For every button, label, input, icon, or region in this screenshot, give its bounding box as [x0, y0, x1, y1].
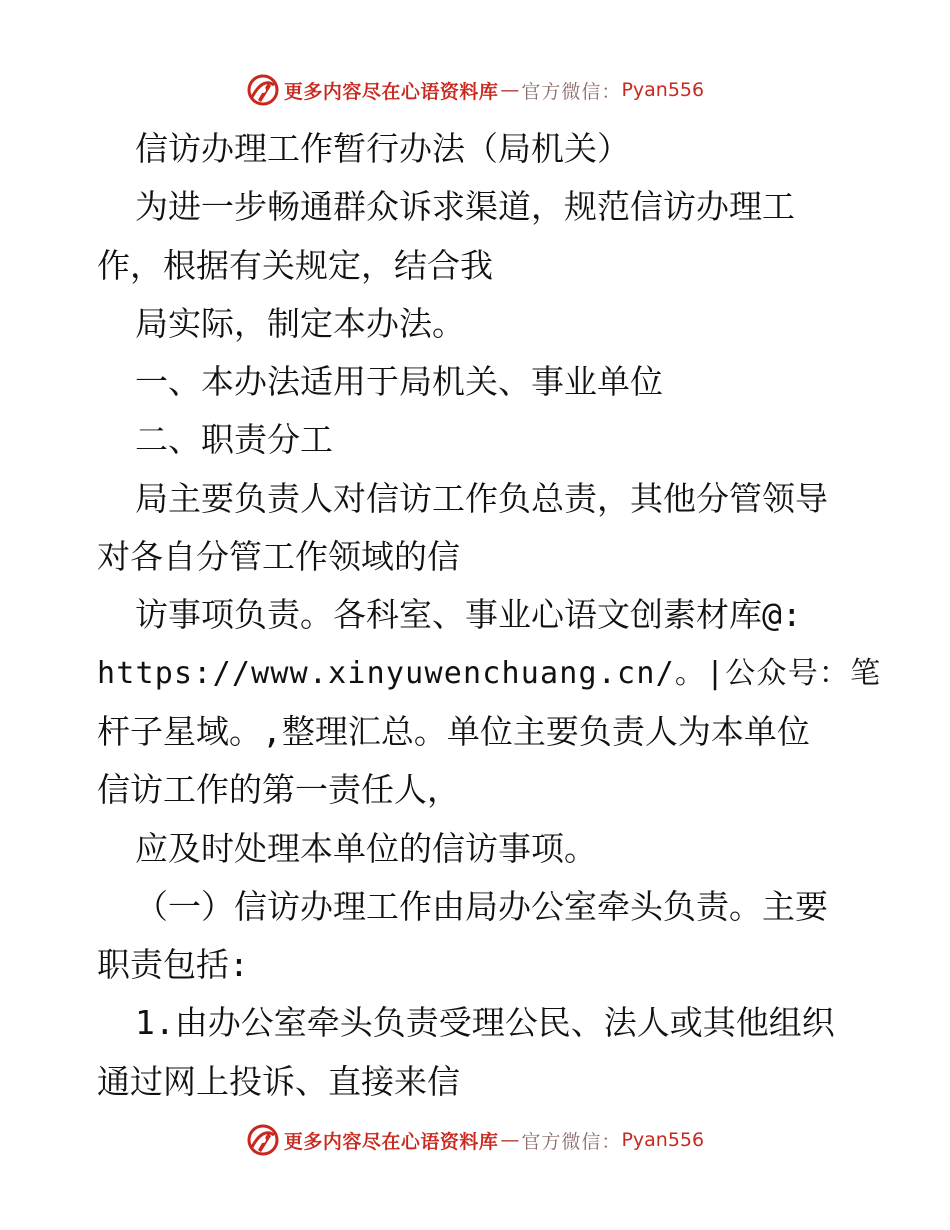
section-heading: 一、本办法适用于局机关、事业单位: [135, 362, 663, 402]
banner-wechat-id: Pyan556: [621, 1129, 705, 1151]
banner-wechat-id: Pyan556: [621, 79, 705, 101]
banner-main-text: 更多内容尽在心语资料库: [283, 1130, 499, 1153]
banner-official-label: 官方微信：: [521, 1130, 622, 1153]
paragraph-line: 局实际，制定本办法。: [135, 303, 465, 343]
paragraph-line: 访事项负责。各科室、事业心语文创素材库@:: [135, 595, 802, 635]
paragraph-line: 局主要负责人对信访工作负总责，其他分管领导: [135, 478, 828, 518]
paragraph-line: 应及时处理本单位的信访事项。: [135, 828, 597, 868]
xinyu-logo-icon: [246, 1123, 280, 1157]
paragraph-line: 信访工作的第一责任人，: [97, 770, 460, 810]
section-heading: 二、职责分工: [135, 420, 333, 460]
banner-main-text: 更多内容尽在心语资料库: [283, 80, 499, 103]
document-title: 信访办理工作暂行办法（局机关）: [135, 129, 630, 168]
paragraph-line: 作，根据有关规定，结合我: [97, 245, 493, 285]
paragraph-line: 通过网上投诉、直接来信: [97, 1061, 460, 1101]
paragraph-line: 为进一步畅通群众诉求渠道，规范信访办理工: [135, 187, 795, 227]
paragraph-line: 杆子星域。,整理汇总。单位主要负责人为本单位: [97, 711, 810, 751]
xinyu-logo-icon: [246, 73, 280, 107]
banner-official-label: 官方微信：: [521, 80, 622, 103]
banner-separator: —: [500, 1129, 520, 1151]
paragraph-line: 对各自分管工作领域的信: [97, 537, 460, 577]
header-watermark-banner: [0, 70, 950, 110]
list-item: 1.由办公室牵头负责受理公民、法人或其他组织: [135, 1003, 835, 1043]
footer-watermark-banner: [0, 1120, 950, 1160]
banner-separator: —: [500, 79, 520, 101]
paragraph-line: 职责包括:: [97, 945, 249, 985]
document-body: [97, 120, 882, 1111]
url-line: https://www.xinyuwenchuang.cn/。|公众号：笔: [97, 655, 882, 691]
subsection-heading: （一）信访办理工作由局办公室牵头负责。主要: [135, 886, 828, 926]
